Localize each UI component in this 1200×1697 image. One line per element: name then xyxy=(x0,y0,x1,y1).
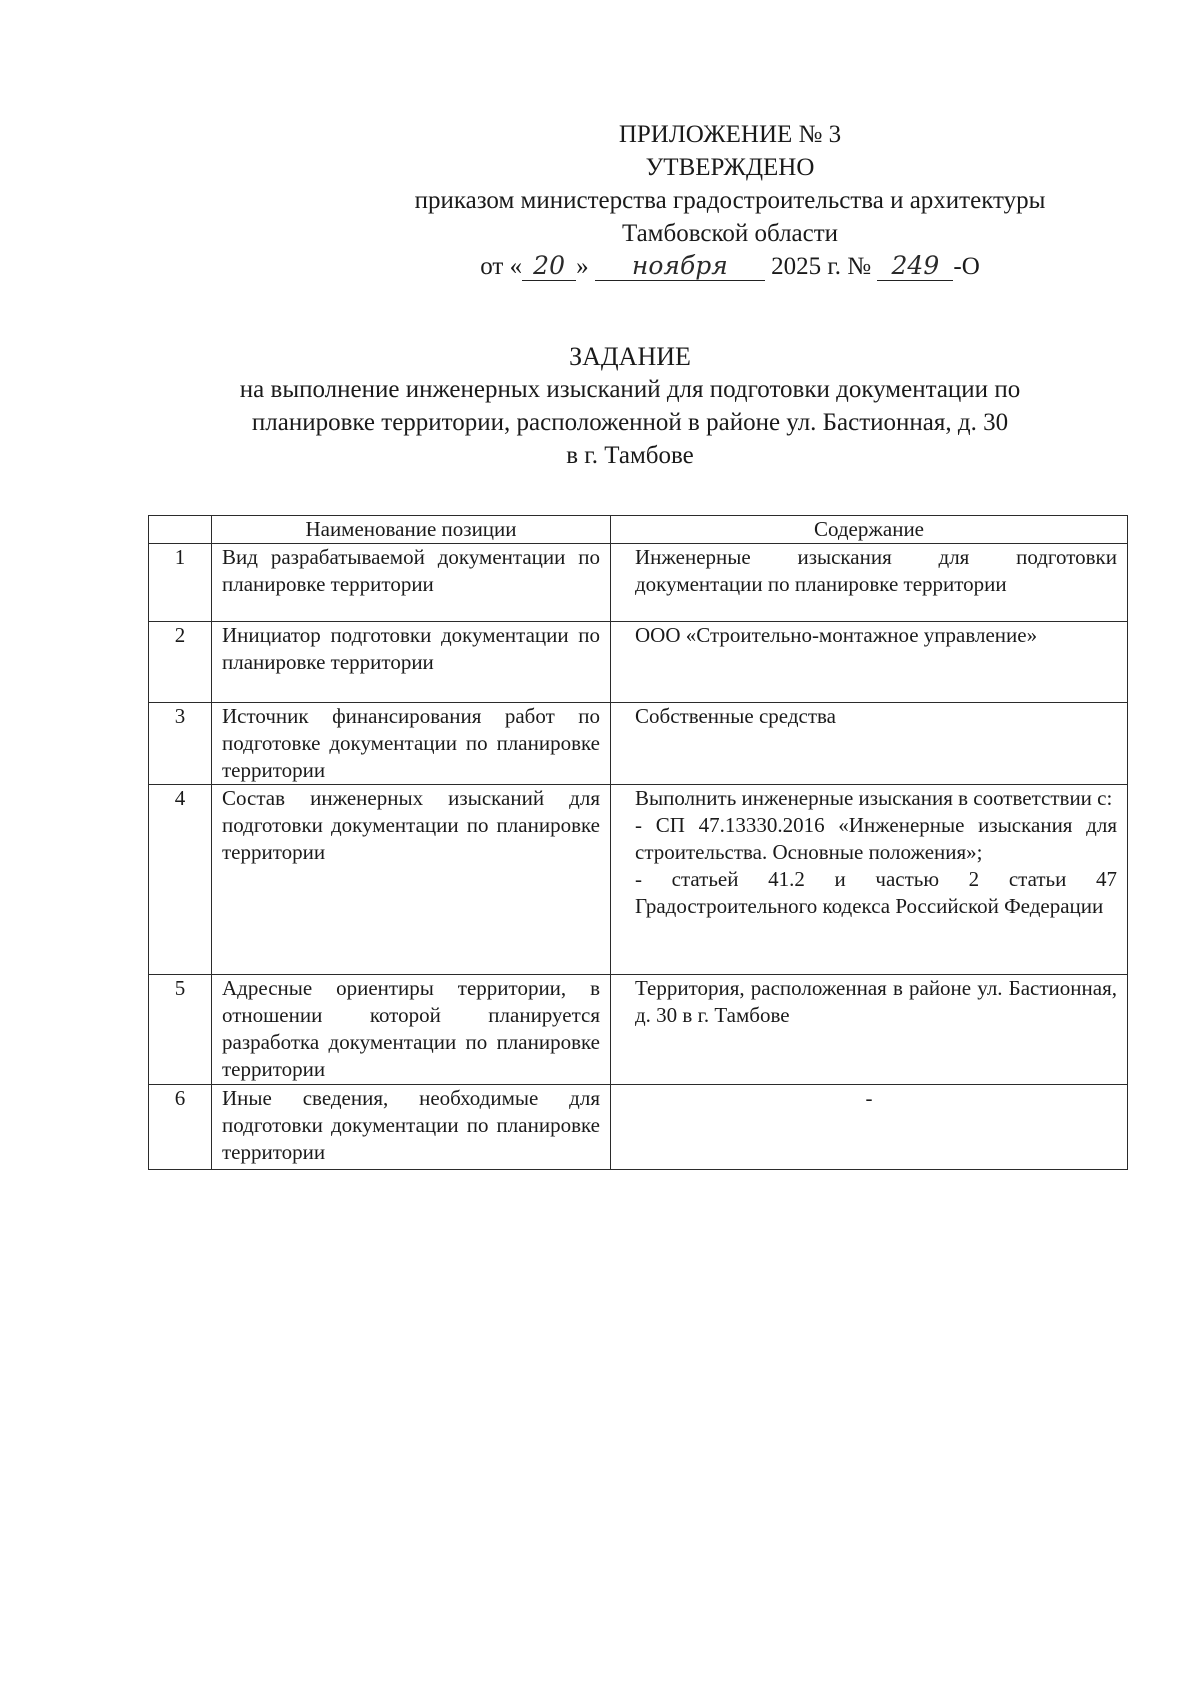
order-issuer: приказом министерства градостроительства и архитектуры xyxy=(414,187,1046,214)
row-content xyxy=(611,622,1128,703)
row-position-name: Инициатор подготовки документации по планировке территории xyxy=(212,622,611,703)
table-row xyxy=(149,1085,1128,1170)
content-line: Выполнить инженерные изыскания в соответствии с: xyxy=(635,786,1113,810)
header-content: Содержание xyxy=(611,516,1128,544)
row-position-name: Вид разрабатываемой документации по планировке территории xyxy=(212,544,611,622)
table-row xyxy=(149,544,1128,622)
row-content xyxy=(611,544,1128,622)
row-position-name: Состав инженерных изысканий для подготовки документации по планировке территории xyxy=(212,785,611,975)
row-content xyxy=(611,1085,1128,1170)
date-mid: » xyxy=(576,253,589,280)
task-heading: ЗАДАНИЕ xyxy=(569,342,691,371)
content-line: - статьей 41.2 и частью 2 статьи 47 Градостроительного кодекса Российской Федерации xyxy=(635,867,1117,918)
row-position-name: Иные сведения, необходимые для подготовки документации по планировке территории xyxy=(212,1085,611,1170)
date-year: 2025 г. № xyxy=(771,253,872,280)
date-prefix: от « xyxy=(480,253,523,280)
row-number: 6 xyxy=(149,1085,212,1170)
task-subtitle-line-2: планировке территории, расположенной в районе ул. Бастионная, д. 30 xyxy=(251,409,1009,436)
task-title-block xyxy=(130,340,1130,472)
content-line: - СП 47.13330.2016 «Инженерные изыскания для строительства. Основные положения»; xyxy=(635,813,1117,864)
appendix-number: ПРИЛОЖЕНИЕ № 3 xyxy=(618,121,842,148)
content-line: ООО «Строительно-монтажное управление» xyxy=(635,623,1038,647)
table-row xyxy=(149,703,1128,785)
content-line: Собственные средства xyxy=(635,704,836,728)
row-number: 5 xyxy=(149,975,212,1085)
row-content xyxy=(611,785,1128,975)
order-region: Тамбовской области xyxy=(621,220,839,247)
task-table xyxy=(148,515,1128,1170)
row-content xyxy=(611,703,1128,785)
row-number: 1 xyxy=(149,544,212,622)
row-number: 3 xyxy=(149,703,212,785)
task-subtitle-line-1: на выполнение инженерных изысканий для подготовки документации по xyxy=(239,376,1021,403)
content-line: Территория, расположенная в районе ул. Бастионная, д. 30 в г. Тамбове xyxy=(635,976,1117,1027)
header-num xyxy=(149,516,212,544)
table-row xyxy=(149,785,1128,975)
content-line: - xyxy=(865,1086,873,1110)
order-number-suffix: -О xyxy=(953,253,980,280)
handwritten-order-number: 249 xyxy=(877,252,953,281)
approval-stamp: УТВЕРЖДЕНО xyxy=(645,154,815,181)
row-number: 2 xyxy=(149,622,212,703)
row-number: 4 xyxy=(149,785,212,975)
approval-block xyxy=(380,118,1080,283)
order-date-line xyxy=(380,250,1080,283)
row-position-name: Адресные ориентиры территории, в отношении которой планируется разработка документации по планировке территории xyxy=(212,975,611,1085)
table-row xyxy=(149,622,1128,703)
row-content xyxy=(611,975,1128,1085)
content-line: Инженерные изыскания для подготовки документации по планировке территории xyxy=(635,545,1117,596)
row-position-name: Источник финансирования работ по подготовке документации по планировке территории xyxy=(212,703,611,785)
table-header-row xyxy=(149,516,1128,544)
handwritten-month: ноября xyxy=(595,252,765,281)
handwritten-day: 20 xyxy=(522,252,576,281)
task-subtitle-line-3: в г. Тамбове xyxy=(566,442,694,469)
table-row xyxy=(149,975,1128,1085)
header-position: Наименование позиции xyxy=(212,516,611,544)
